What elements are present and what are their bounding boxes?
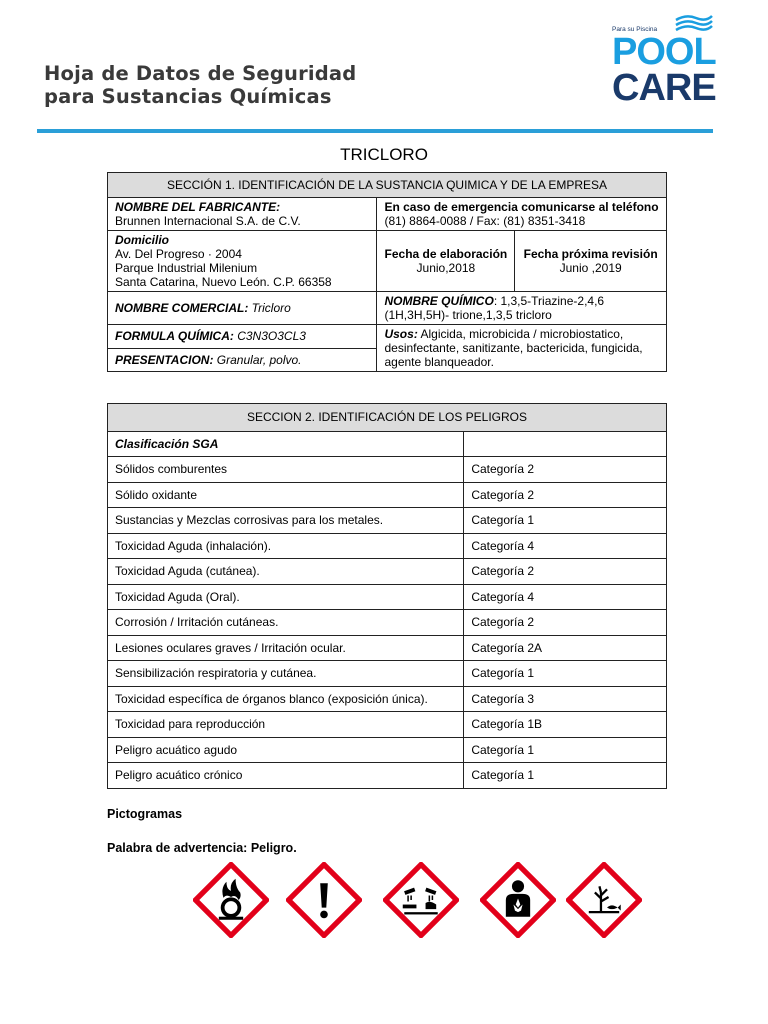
hazard-name: Peligro acuático crónico — [108, 763, 464, 789]
header-divider — [37, 129, 713, 133]
health-hazard-icon — [480, 862, 556, 938]
uses-label: Usos: — [384, 327, 418, 341]
hazard-category: Categoría 4 — [464, 533, 667, 559]
section-2-table — [107, 403, 667, 789]
address-line-2: Parque Industrial Milenium — [115, 261, 258, 275]
manufacturer-value: Brunnen Internacional S.A. de C.V. — [115, 214, 301, 228]
emergency-label: En caso de emergencia comunicarse al teléfono — [384, 200, 659, 214]
hazard-name: Sólido oxidante — [108, 482, 464, 508]
manufacturer-label: NOMBRE DEL FABRICANTE: — [115, 200, 281, 214]
logo-waves-icon — [674, 12, 714, 32]
signal-word: Palabra de advertencia: Peligro. — [107, 841, 297, 855]
trade-name-cell — [108, 292, 377, 325]
header-title-line-2: para Sustancias Químicas — [44, 85, 332, 108]
pool-care-logo — [608, 8, 718, 108]
hazard-category: Categoría 4 — [464, 584, 667, 610]
hazard-category: Categoría 2A — [464, 635, 667, 661]
hazard-row — [108, 508, 667, 534]
hazard-category: Categoría 1 — [464, 763, 667, 789]
hazard-name: Peligro acuático agudo — [108, 737, 464, 763]
address-line-3: Santa Catarina, Nuevo León. C.P. 66358 — [115, 275, 332, 289]
prepared-date-label: Fecha de elaboración — [384, 247, 508, 261]
logo-tagline: Para su Piscina — [612, 26, 658, 33]
section-1-heading: SECCIÓN 1. IDENTIFICACIÓN DE LA SUSTANCIA QUIMICA Y DE LA EMPRESA — [108, 173, 667, 198]
classification-empty-cell — [464, 431, 667, 457]
section-1-table — [107, 172, 667, 372]
next-review-value: Junio ,2019 — [559, 261, 622, 275]
hazard-row — [108, 584, 667, 610]
pictograms-label: Pictogramas — [107, 807, 183, 821]
header-title-line-1: Hoja de Datos de Seguridad — [44, 62, 357, 85]
hazard-category: Categoría 2 — [464, 457, 667, 483]
chemical-name-cell — [377, 292, 667, 325]
manufacturer-cell — [108, 198, 377, 231]
hazard-row — [108, 533, 667, 559]
document-header-title — [44, 62, 356, 108]
hazard-category: Categoría 1B — [464, 712, 667, 738]
next-review-label: Fecha próxima revisión — [523, 247, 658, 261]
hazard-name: Toxicidad Aguda (cutánea). — [108, 559, 464, 585]
hazard-row — [108, 559, 667, 585]
formula-value: C3N3O3CL3 — [237, 329, 306, 344]
uses-value: Algicida, microbicida / microbiostatico, desinfectante, sanitizante, bactericida, fungicida, agente blanqueador. — [384, 327, 643, 369]
prepared-date-cell — [377, 231, 515, 292]
presentation-label: PRESENTACION: — [115, 352, 214, 367]
section-2-heading: SECCION 2. IDENTIFICACIÓN DE LOS PELIGROS — [108, 404, 667, 432]
hazard-row — [108, 763, 667, 789]
hazard-name: Toxicidad para reproducción — [108, 712, 464, 738]
hazard-name: Sensibilización respiratoria y cutánea. — [108, 661, 464, 687]
hazard-category: Categoría 2 — [464, 482, 667, 508]
hazard-category: Categoría 2 — [464, 559, 667, 585]
hazard-name: Sólidos comburentes — [108, 457, 464, 483]
trade-name-value: Tricloro — [251, 301, 291, 315]
uses-cell — [377, 325, 667, 372]
hazard-category: Categoría 1 — [464, 737, 667, 763]
classification-label: Clasificación SGA — [108, 431, 464, 457]
hazard-row — [108, 686, 667, 712]
hazard-category: Categoría 2 — [464, 610, 667, 636]
exclamation-mark-icon — [286, 862, 362, 938]
hazard-row — [108, 610, 667, 636]
hazard-row — [108, 737, 667, 763]
prepared-date-value: Junio,2018 — [416, 261, 476, 275]
logo-pool-word: POOL — [612, 31, 716, 73]
presentation-cell — [108, 348, 377, 372]
hazard-row — [108, 482, 667, 508]
hazard-name: Toxicidad específica de órganos blanco (exposición única). — [108, 686, 464, 712]
hazard-category: Categoría 3 — [464, 686, 667, 712]
hazard-name: Corrosión / Irritación cutáneas. — [108, 610, 464, 636]
address-cell — [108, 231, 377, 292]
hazard-row — [108, 661, 667, 687]
hazard-row — [108, 457, 667, 483]
hazard-category: Categoría 1 — [464, 661, 667, 687]
oxidizer-flame-over-circle-icon — [193, 862, 269, 938]
formula-cell — [108, 325, 377, 349]
next-review-cell — [515, 231, 667, 292]
formula-label: FORMULA QUÍMICA: — [115, 329, 234, 344]
address-line-1: Av. Del Progreso · 2004 — [115, 247, 242, 261]
corrosion-icon — [383, 862, 459, 938]
hazard-row — [108, 635, 667, 661]
emergency-phone: (81) 8864-0088 / Fax: (81) 8351-3418 — [384, 214, 586, 228]
hazard-name: Lesiones oculares graves / Irritación ocular. — [108, 635, 464, 661]
chemical-name-label: NOMBRE QUÍMICO — [384, 294, 494, 308]
hazard-name: Toxicidad Aguda (inhalación). — [108, 533, 464, 559]
chemical-name-value: : 1,3,5-Triazine-2,4,6 (1H,3H,5H)- trione,1,3,5 tricloro — [384, 294, 605, 322]
hazard-name: Toxicidad Aguda (Oral). — [108, 584, 464, 610]
logo-care-word: CARE — [612, 67, 716, 109]
environment-hazard-icon — [566, 862, 642, 938]
presentation-value: Granular, polvo. — [216, 352, 302, 367]
trade-name-label: NOMBRE COMERCIAL: — [115, 301, 249, 315]
address-label: Domicilio — [115, 233, 170, 247]
emergency-cell — [377, 198, 667, 231]
hazard-category: Categoría 1 — [464, 508, 667, 534]
hazard-row — [108, 712, 667, 738]
document-title: TRICLORO — [340, 145, 428, 164]
hazard-name: Sustancias y Mezclas corrosivas para los metales. — [108, 508, 464, 534]
